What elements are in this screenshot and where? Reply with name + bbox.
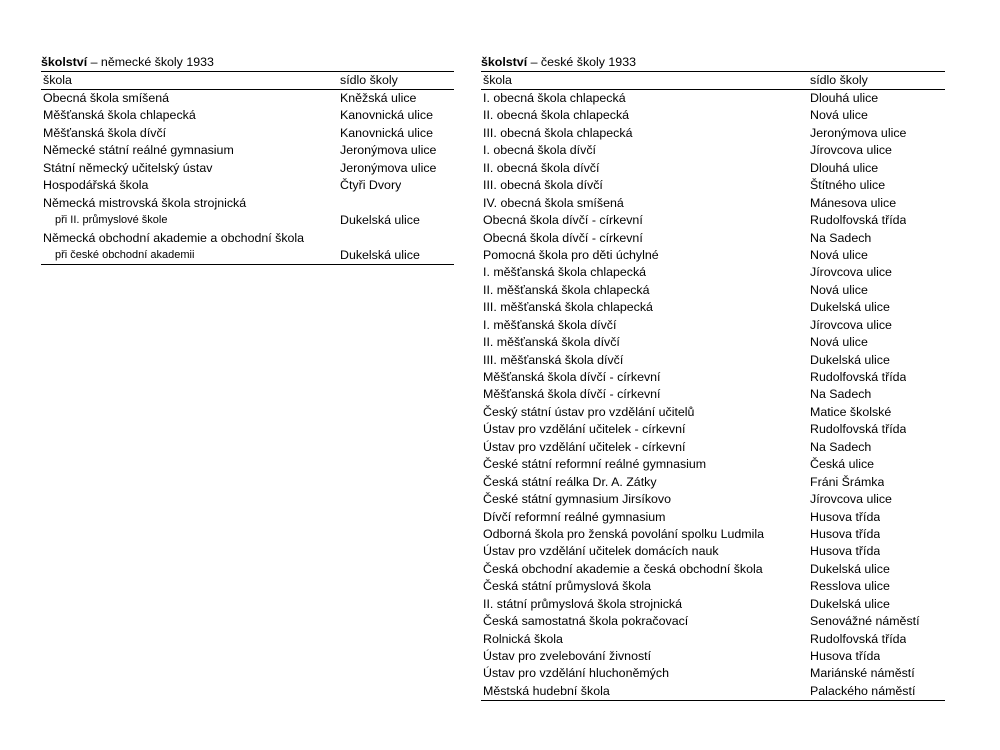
school-name: Ústav pro vzdělání učitelek - církevní xyxy=(483,422,686,437)
column-header-school: škola xyxy=(483,73,512,87)
school-seat: Dlouhá ulice xyxy=(810,91,879,105)
table-row xyxy=(481,334,945,351)
czech-table-title: školství – české školy 1933 xyxy=(481,55,636,69)
school-name: Dívčí reformní reálné gymnasium xyxy=(483,509,666,524)
school-name: III. obecná škola dívčí xyxy=(483,178,603,193)
table-row xyxy=(481,369,945,386)
table-row xyxy=(481,613,945,630)
school-name: III. měšťanská škola dívčí xyxy=(483,352,624,367)
school-name: Česká samostatná škola pokračovací xyxy=(483,614,689,629)
school-name: Německé státní reálné gymnasium xyxy=(43,143,234,158)
school-name: Obecná škola dívčí - církevní xyxy=(483,213,643,228)
school-seat: Nová ulice xyxy=(810,108,868,123)
table-row xyxy=(481,439,945,456)
school-seat: Senovážné náměstí xyxy=(810,614,920,629)
school-name: Odborná škola pro ženská povolání spolku Ludmila xyxy=(483,526,765,541)
table-row xyxy=(481,404,945,421)
school-seat: Dukelská ulice xyxy=(810,300,890,315)
school-seat: Jírovcova ulice xyxy=(810,143,892,158)
table-row xyxy=(481,543,945,560)
school-name: I. obecná škola chlapecká xyxy=(483,91,626,105)
table-row xyxy=(481,177,945,194)
column-header-school: škola xyxy=(43,73,72,87)
table-row xyxy=(481,247,945,264)
school-seat: Dukelská ulice xyxy=(810,352,890,367)
school-name: II. měšťanská škola chlapecká xyxy=(483,282,650,297)
school-name: IV. obecná škola smíšená xyxy=(483,195,624,210)
school-seat: Štítného ulice xyxy=(810,178,886,193)
school-name: Česká státní reálka Dr. A. Zátky xyxy=(483,474,657,489)
school-name: Rolnická škola xyxy=(483,631,563,646)
school-name: Státní německý učitelský ústav xyxy=(43,160,213,175)
school-seat: Palackého náměstí xyxy=(810,683,916,698)
school-name: Ústav pro vzdělání učitelek domácích nauk xyxy=(483,544,719,559)
table-row xyxy=(481,125,945,142)
table-row xyxy=(41,142,454,159)
german-table-title: školství – německé školy 1933 xyxy=(41,55,214,69)
table-row xyxy=(481,561,945,578)
table-row xyxy=(481,631,945,648)
school-name: České státní gymnasium Jirsíkovo xyxy=(483,492,671,507)
school-name: při II. průmyslové škole xyxy=(55,214,168,227)
table-row xyxy=(481,264,945,281)
table-row xyxy=(41,107,454,124)
school-seat: Na Sadech xyxy=(810,439,872,454)
school-seat: Rudolfovská třída xyxy=(810,631,907,646)
table-row xyxy=(481,142,945,159)
table-row xyxy=(481,212,945,229)
table-row xyxy=(481,526,945,543)
school-name: Německá obchodní akademie a obchodní škola xyxy=(43,230,305,245)
school-name: III. měšťanská škola chlapecká xyxy=(483,300,653,315)
school-name: Český státní ústav pro vzdělání učitelů xyxy=(483,404,695,419)
school-seat: Kanovnická ulice xyxy=(340,108,433,123)
table-row xyxy=(481,317,945,334)
school-seat: Dukelská ulice xyxy=(340,213,420,228)
czech-schools-table xyxy=(481,54,945,701)
school-name: I. měšťanská škola chlapecká xyxy=(483,265,647,280)
table-row xyxy=(41,90,454,107)
school-name: Obecná škola dívčí - církevní xyxy=(483,230,643,245)
school-seat: Fráni Šrámka xyxy=(810,474,885,489)
school-seat: Jeronýmova ulice xyxy=(810,125,907,140)
school-seat: Na Sadech xyxy=(810,230,872,245)
table-row xyxy=(481,299,945,316)
table-row xyxy=(41,195,454,212)
czech-table-body xyxy=(481,90,945,701)
school-seat: Dlouhá ulice xyxy=(810,160,879,175)
school-seat: Husova třída xyxy=(810,649,881,663)
school-name: Měšťanská škola dívčí - církevní xyxy=(483,387,661,402)
school-name: I. obecná škola dívčí xyxy=(483,143,596,158)
table-row xyxy=(481,596,945,613)
table-row xyxy=(41,247,454,264)
school-seat: Rudolfovská třída xyxy=(810,370,907,384)
school-name: Měšťanská škola chlapecká xyxy=(43,108,196,123)
school-seat: Kněžská ulice xyxy=(340,91,417,105)
school-name: II. obecná škola chlapecká xyxy=(483,108,630,123)
school-seat: Jeronýmova ulice xyxy=(340,143,437,158)
school-name: III. obecná škola chlapecká xyxy=(483,125,633,140)
school-name: Hospodářská škola xyxy=(43,178,149,193)
german-table-header xyxy=(41,71,454,90)
table-row xyxy=(481,195,945,212)
table-row xyxy=(481,491,945,508)
school-seat: Dukelská ulice xyxy=(810,561,890,576)
school-name: při české obchodní akademii xyxy=(55,248,195,261)
table-row xyxy=(481,648,945,665)
table-row xyxy=(481,352,945,369)
table-row xyxy=(481,107,945,124)
school-name: Německá mistrovská škola strojnická xyxy=(43,195,247,210)
school-name: Česká státní průmyslová škola xyxy=(483,579,652,594)
table-row xyxy=(481,474,945,491)
school-name: Městská hudební škola xyxy=(483,683,610,698)
table-row xyxy=(41,230,454,247)
school-name: I. měšťanská škola dívčí xyxy=(483,317,617,332)
school-seat: Kanovnická ulice xyxy=(340,125,433,140)
school-seat: Česká ulice xyxy=(810,457,875,472)
school-name: Ústav pro vzdělání hluchoněmých xyxy=(483,666,669,681)
table-row xyxy=(41,125,454,142)
school-name: Pomocná škola pro děti úchylné xyxy=(483,247,659,262)
table-row xyxy=(41,212,454,229)
table-row xyxy=(41,160,454,177)
school-name: Ústav pro zvelebování živností xyxy=(483,649,652,663)
column-header-seat: sídlo školy xyxy=(340,73,398,87)
school-name: České státní reformní reálné gymnasium xyxy=(483,457,707,472)
school-seat: Husova třída xyxy=(810,544,881,559)
school-seat: Nová ulice xyxy=(810,247,868,262)
school-name: Obecná škola smíšená xyxy=(43,91,170,105)
table-row xyxy=(481,421,945,438)
school-name: II. obecná škola dívčí xyxy=(483,160,600,175)
school-seat: Rudolfovská třída xyxy=(810,422,907,437)
school-seat: Rudolfovská třída xyxy=(810,213,907,228)
school-seat: Dukelská ulice xyxy=(340,247,420,262)
school-seat: Jírovcova ulice xyxy=(810,265,892,280)
school-seat: Matice školské xyxy=(810,404,892,419)
table-row xyxy=(481,578,945,595)
school-seat: Nová ulice xyxy=(810,282,868,297)
german-schools-table xyxy=(41,54,454,265)
school-seat: Na Sadech xyxy=(810,387,872,402)
school-seat: Dukelská ulice xyxy=(810,596,890,611)
table-row xyxy=(481,386,945,403)
table-row xyxy=(481,90,945,107)
school-seat: Jírovcova ulice xyxy=(810,492,892,507)
school-name: Ústav pro vzdělání učitelek - církevní xyxy=(483,439,686,454)
school-seat: Nová ulice xyxy=(810,335,868,350)
czech-table-header xyxy=(481,71,945,90)
table-row xyxy=(481,160,945,177)
school-seat: Husova třída xyxy=(810,509,881,524)
table-row xyxy=(481,230,945,247)
school-seat: Mánesova ulice xyxy=(810,195,897,210)
school-seat: Čtyři Dvory xyxy=(340,178,402,193)
school-name: II. měšťanská škola dívčí xyxy=(483,335,620,350)
table-row xyxy=(481,456,945,473)
table-row xyxy=(481,509,945,526)
table-row xyxy=(481,683,945,700)
school-seat: Mariánské náměstí xyxy=(810,666,915,681)
table-row xyxy=(481,665,945,682)
school-seat: Jeronýmova ulice xyxy=(340,160,437,175)
school-seat: Resslova ulice xyxy=(810,579,890,594)
school-name: Česká obchodní akademie a česká obchodní škola xyxy=(483,561,763,576)
column-header-seat: sídlo školy xyxy=(810,73,868,87)
table-row xyxy=(481,282,945,299)
school-name: Měšťanská škola dívčí xyxy=(43,125,167,140)
german-table-body xyxy=(41,90,454,265)
table-row xyxy=(41,177,454,194)
school-seat: Husova třída xyxy=(810,526,881,541)
school-name: II. státní průmyslová škola strojnická xyxy=(483,596,683,611)
school-name: Měšťanská škola dívčí - církevní xyxy=(483,370,661,384)
school-seat: Jírovcova ulice xyxy=(810,317,892,332)
